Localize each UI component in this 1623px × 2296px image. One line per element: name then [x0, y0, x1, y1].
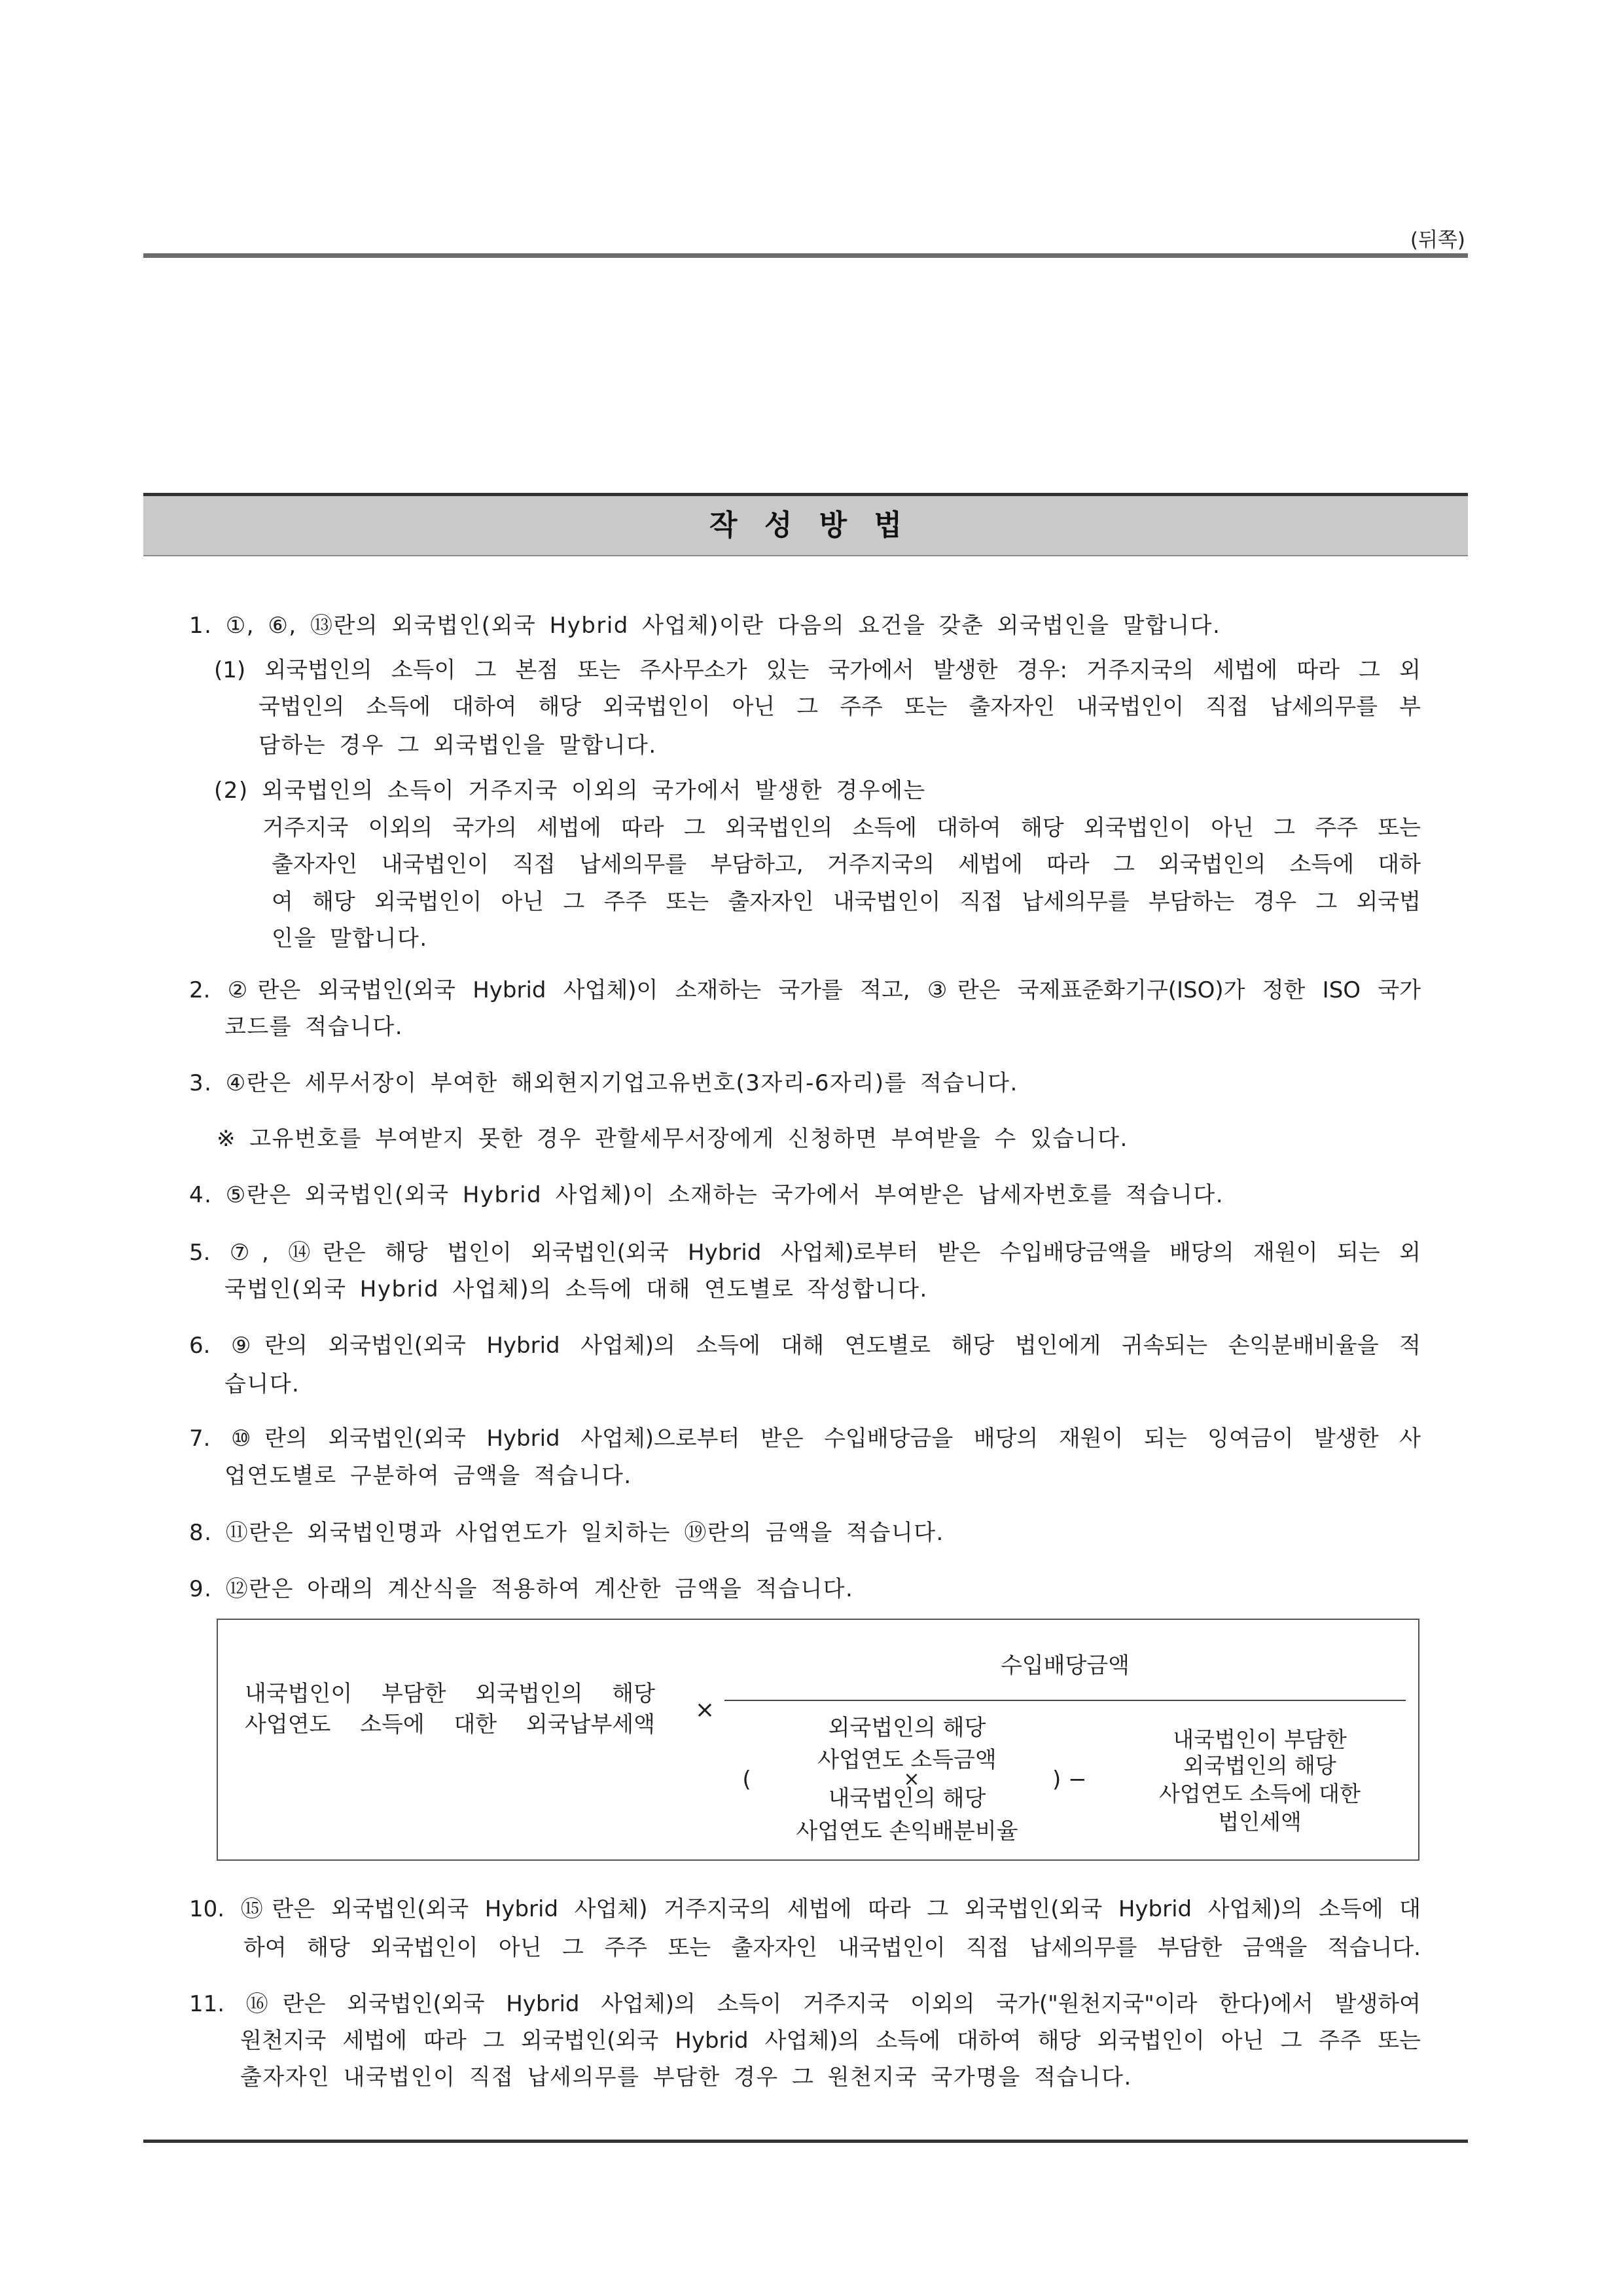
item-4-line-1: 4. ⑤란은 외국법인(외국 Hybrid 사업체)이 소재하는 국가에서 부여받은 납세자번호를 적습니다. [189, 1182, 1224, 1208]
formula-numerator: 수입배당금액 [1000, 1653, 1130, 1679]
formula-subtrahend-line-3: 사업연도 소득에 대한 [1159, 1781, 1361, 1806]
formula-subtrahend-line-1: 내국법인이 부담한 [1173, 1727, 1347, 1752]
formula-open-paren: ( [742, 1767, 751, 1793]
item-5-line-1: 5. ⑦, ⑭란은 해당 법인이 외국법인(외국 Hybrid 사업체)로부터 받은 수입배당금액을 배당의 재원이 되는 외 [189, 1240, 1421, 1266]
item-10-line-2: 하여 해당 외국법인이 아닌 그 주주 또는 출자자인 내국법인이 직접 납세의무를 부담한 금액을 적습니다. [243, 1935, 1421, 1961]
item-1-line-1: 1. ①, ⑥, ⑬란의 외국법인(외국 Hybrid 사업체)이란 다음의 요건을 갖춘 외국법인을 말합니다. [189, 613, 1221, 639]
formula-subtrahend-line-2: 외국법인의 해당 [1183, 1753, 1336, 1778]
item-1-2-line-2: 거주지국 이외의 국가의 세법에 따라 그 외국법인의 소득에 대하여 해당 외국법인이 아닌 그 주주 또는 [262, 815, 1421, 841]
item-11-line-3: 출자자인 내국법인이 직접 납세의무를 부담한 경우 그 원천지국 국가명을 적습니다. [240, 2064, 1132, 2090]
item-6-line-2: 습니다. [224, 1371, 300, 1397]
item-11-line-1: 11. ⑯란은 외국법인(외국 Hybrid 사업체)의 소득이 거주지국 이외의 국가("원천지국"이라 한다)에서 발생하여 [189, 1991, 1421, 2017]
item-11-line-2: 원천지국 세법에 따라 그 외국법인(외국 Hybrid 사업체)의 소득에 대하여 해당 외국법인이 아닌 그 주주 또는 [240, 2028, 1421, 2054]
formula-fraction-bar [724, 1700, 1406, 1701]
item-1-2-line-1: (2) 외국법인의 소득이 거주지국 이외의 국가에서 발생한 경우에는 [214, 778, 926, 804]
item-7-line-2: 업연도별로 구분하여 금액을 적습니다. [224, 1463, 632, 1489]
item-1-2-line-4: 여 해당 외국법인이 아닌 그 주주 또는 출자자인 내국법인이 직접 납세의무를 부담하는 경우 그 외국법 [272, 889, 1421, 915]
item-6-line-1: 6. ⑨란의 외국법인(외국 Hybrid 사업체)의 소득에 대해 연도별로 해당 법인에게 귀속되는 손익분배비율을 적 [189, 1333, 1421, 1359]
item-1-2-line-3: 출자자인 내국법인이 직접 납세의무를 부담하고, 거주지국의 세법에 따라 그 외국법인의 소득에 대하 [272, 852, 1421, 878]
item-8-line-1: 8. ⑪란은 외국법인명과 사업연도가 일치하는 ⑲란의 금액을 적습니다. [189, 1520, 944, 1546]
item-3-note: ※ 고유번호를 부여받지 못한 경우 관할세무서장에게 신청하면 부여받을 수 있습니다. [217, 1126, 1128, 1152]
top-divider [143, 253, 1468, 258]
page-side-label: (뒤쪽) [1410, 228, 1465, 252]
item-9-line-1: 9. ⑫란은 아래의 계산식을 적용하여 계산한 금액을 적습니다. [189, 1576, 854, 1602]
formula-left-line-2: 사업연도 소득에 대한 외국납부세액 [245, 1712, 655, 1738]
formula-sub-numerator-line-1: 외국법인의 해당 [828, 1715, 986, 1741]
item-5-line-2: 국법인(외국 Hybrid 사업체)의 소득에 대해 연도별로 작성합니다. [224, 1276, 928, 1302]
formula-sub-denominator-line-2: 사업연도 손익배분비율 [796, 1818, 1018, 1844]
formula-left-line-1: 내국법인이 부담한 외국법인의 해당 [245, 1681, 655, 1707]
item-3-line-1: 3. ④란은 세무서장이 부여한 해외현지기업고유번호(3자리-6자리)를 적습니다. [189, 1070, 1018, 1096]
calculation-formula-box [217, 1619, 1419, 1861]
formula-close-paren-minus: ) − [1052, 1767, 1087, 1793]
item-1-2-line-5: 인을 말합니다. [272, 925, 428, 952]
item-1-1-line-3: 담하는 경우 그 외국법인을 말합니다. [259, 732, 657, 759]
formula-multiply-sign: × [694, 1696, 715, 1723]
item-10-line-1: 10. ⑮란은 외국법인(외국 Hybrid 사업체) 거주지국의 세법에 따라 그 외국법인(외국 Hybrid 사업체)의 소득에 대 [189, 1896, 1421, 1922]
formula-sub-multiply-sign: × [903, 1768, 920, 1791]
item-1-1-line-1: (1) 외국법인의 소득이 그 본점 또는 주사무소가 있는 국가에서 발생한 경우: 거주지국의 세법에 따라 그 외 [214, 657, 1421, 683]
item-1-1-line-2: 국법인의 소득에 대하여 해당 외국법인이 아닌 그 주주 또는 출자자인 내국법인이 직접 납세의무를 부 [259, 694, 1421, 720]
section-title-bar [143, 493, 1468, 556]
item-2-line-1: 2. ②란은 외국법인(외국 Hybrid 사업체)이 소재하는 국가를 적고, ③란은 국제표준화기구(ISO)가 정한 ISO 국가 [189, 977, 1421, 1003]
formula-subtrahend-line-4: 법인세액 [1218, 1809, 1302, 1835]
bottom-divider [143, 2140, 1468, 2143]
item-2-line-2: 코드를 적습니다. [224, 1014, 404, 1040]
item-7-line-1: 7. ⑩란의 외국법인(외국 Hybrid 사업체)으로부터 받은 수입배당금을 배당의 재원이 되는 잉여금이 발생한 사 [189, 1426, 1421, 1452]
section-title: 작 성 방 법 [709, 509, 910, 542]
formula-sub-numerator-line-2: 사업연도 소득금액 [817, 1747, 997, 1773]
formula-sub-denominator-line-1: 내국법인의 해당 [828, 1785, 986, 1812]
